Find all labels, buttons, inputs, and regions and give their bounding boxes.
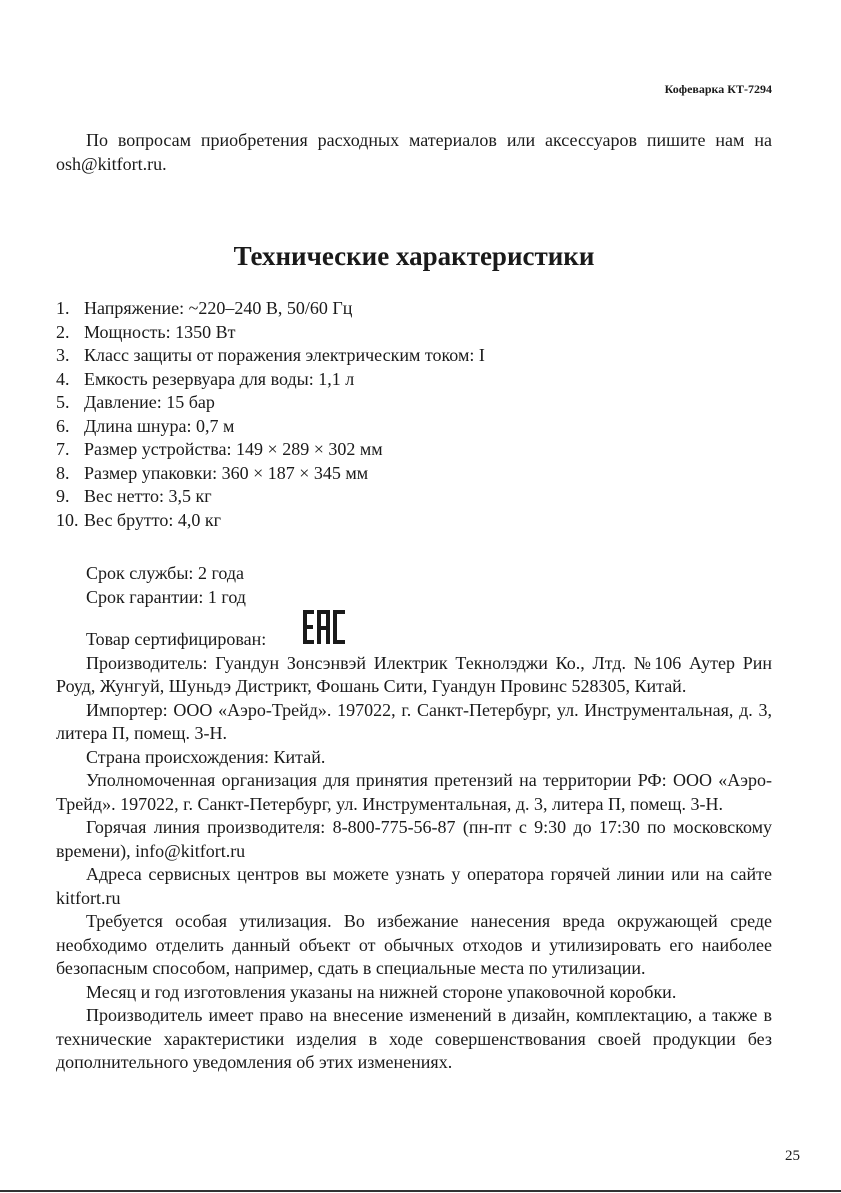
spec-number: 3. bbox=[56, 345, 70, 365]
eac-logo-icon bbox=[272, 609, 346, 652]
spec-text: Размер устройства: 149 × 289 × 302 мм bbox=[84, 439, 383, 459]
spec-number: 7. bbox=[56, 439, 70, 459]
spec-item bbox=[56, 344, 485, 368]
spec-number: 8. bbox=[56, 462, 70, 483]
spec-item bbox=[56, 297, 485, 321]
spec-text: Вес брутто: 4,0 кг bbox=[84, 509, 221, 530]
spec-item bbox=[56, 391, 485, 415]
warranty: Срок гарантии: 1 год bbox=[86, 586, 246, 607]
spec-item bbox=[56, 509, 485, 533]
spec-text: Давление: 15 бар bbox=[84, 392, 215, 412]
spec-number: 4. bbox=[56, 368, 70, 389]
spec-text: Длина шнура: 0,7 м bbox=[84, 415, 235, 436]
manufacture-date: Месяц и год изготовления указаны на нижней стороне упаковочной коробки. bbox=[86, 981, 677, 1002]
spec-text: Вес нетто: 3,5 кг bbox=[84, 486, 212, 506]
spec-text: Напряжение: ~220–240 В, 50/60 Гц bbox=[84, 298, 353, 318]
authorized-organization: Уполномоченная организация для принятия претензий на территории РФ: ООО «Аэро-Трейд». 197022, г. Санкт-Петербург, ул. Инструментальная, д. 3, литера П, помещ. 3-Н. bbox=[56, 770, 772, 814]
spec-item bbox=[56, 485, 485, 509]
specs-list bbox=[56, 297, 485, 532]
page-number: 25 bbox=[785, 1148, 800, 1164]
service-centers: Адреса сервисных центров вы можете узнать у оператора горячей линии или на сайте kitfort.ru bbox=[56, 864, 772, 908]
spec-item bbox=[56, 438, 485, 462]
importer: Импортер: ООО «Аэро-Трейд». 197022, г. Санкт-Петербург, ул. Инструментальная, д. 3, литера П, помещ. 3-Н. bbox=[56, 699, 772, 743]
certification-line bbox=[56, 609, 772, 652]
spec-number: 5. bbox=[56, 392, 70, 412]
section-title: Технические характеристики bbox=[233, 241, 595, 271]
spec-number: 10. bbox=[56, 509, 79, 530]
spec-item bbox=[56, 415, 485, 439]
spec-item bbox=[56, 462, 485, 486]
spec-number: 1. bbox=[56, 298, 70, 318]
spec-text: Размер упаковки: 360 × 187 × 345 мм bbox=[84, 462, 369, 483]
spec-text: Класс защиты от поражения электрическим током: I bbox=[84, 345, 485, 365]
certified-label: Товар сертифицирован: bbox=[86, 629, 267, 649]
service-life: Срок службы: 2 года bbox=[86, 563, 245, 583]
bottom-divider bbox=[0, 1190, 841, 1192]
running-header: Кофеварка КТ-7294 bbox=[664, 82, 772, 96]
country-of-origin: Страна происхождения: Китай. bbox=[86, 746, 326, 767]
spec-number: 6. bbox=[56, 415, 70, 436]
disposal-notice: Требуется особая утилизация. Во избежание нанесения вреда окружающей среде необходимо отделить данный объект от обычных отходов и утилизировать его наиболее безопасным способом, например, сдать в специальные места по утилизации. bbox=[56, 911, 772, 978]
intro-paragraph: По вопросам приобретения расходных материалов или аксессуаров пишите нам на osh@kitfort.ru. bbox=[56, 130, 772, 174]
spec-item bbox=[56, 368, 485, 392]
spec-item bbox=[56, 321, 485, 345]
spec-text: Емкость резервуара для воды: 1,1 л bbox=[84, 368, 355, 389]
spec-number: 2. bbox=[56, 321, 70, 342]
spec-text: Мощность: 1350 Вт bbox=[84, 321, 236, 342]
info-section bbox=[56, 562, 772, 1075]
spec-number: 9. bbox=[56, 486, 70, 506]
changes-notice: Производитель имеет право на внесение изменений в дизайн, комплектацию, а также в технические характеристики изделия в ходе совершенствования своей продукции без дополнительного уведомления об этих изменениях. bbox=[56, 1005, 772, 1072]
hotline: Горячая линия производителя: 8-800-775-56-87 (пн-пт с 9:30 до 17:30 по московскому времени), info@kitfort.ru bbox=[56, 817, 772, 861]
manufacturer: Производитель: Гуандун Зонсэнвэй Илектрик Текнолэджи Ко., Лтд. №106 Аутер Рин Роуд, Жунгуй, Шуньдэ Дистрикт, Фошань Сити, Гуандун Провинс 528305, Китай. bbox=[56, 652, 772, 696]
